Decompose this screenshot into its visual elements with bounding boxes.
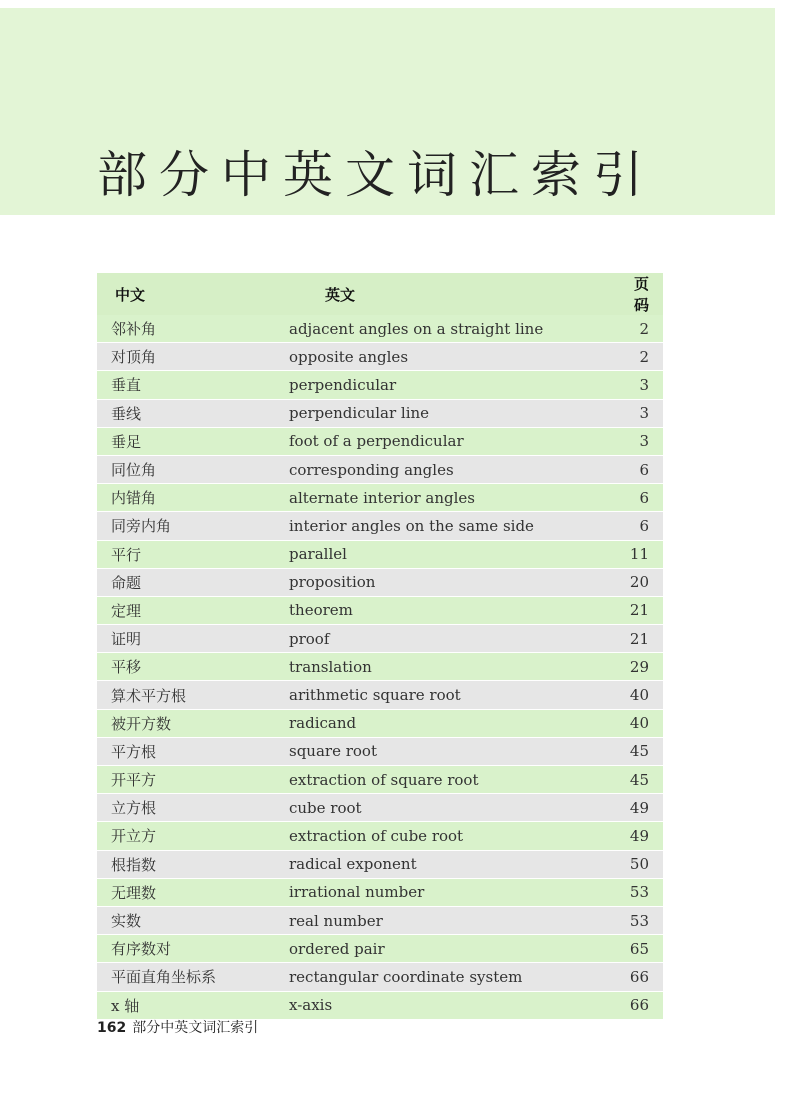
cell-chinese: 根指数 (97, 850, 289, 878)
table-row (97, 878, 663, 906)
cell-english: arithmetic square root (289, 681, 625, 709)
cell-page: 29 (625, 653, 663, 681)
cell-english: alternate interior angles (289, 484, 625, 512)
cell-page: 53 (625, 906, 663, 934)
cell-chinese: 开平方 (97, 766, 289, 794)
cell-chinese: 平面直角坐标系 (97, 963, 289, 991)
table-row (97, 343, 663, 371)
cell-chinese: 邻补角 (97, 315, 289, 343)
cell-english: cube root (289, 794, 625, 822)
cell-english: radicand (289, 709, 625, 737)
vocabulary-index-table (97, 273, 663, 1020)
cell-page: 2 (625, 315, 663, 343)
cell-chinese: 实数 (97, 906, 289, 934)
header-english: 英文 (289, 273, 625, 315)
table-row (97, 427, 663, 455)
cell-english: proposition (289, 568, 625, 596)
cell-chinese: 平移 (97, 653, 289, 681)
cell-chinese: 证明 (97, 625, 289, 653)
cell-page: 6 (625, 484, 663, 512)
cell-chinese: 命题 (97, 568, 289, 596)
cell-english: x-axis (289, 991, 625, 1019)
table-row (97, 371, 663, 399)
cell-page: 21 (625, 596, 663, 624)
table-row (97, 484, 663, 512)
cell-chinese: 开立方 (97, 822, 289, 850)
cell-page: 6 (625, 455, 663, 483)
cell-page: 65 (625, 935, 663, 963)
table-row (97, 399, 663, 427)
cell-english: proof (289, 625, 625, 653)
cell-chinese: 同位角 (97, 455, 289, 483)
header-chinese: 中文 (97, 273, 289, 315)
cell-english: ordered pair (289, 935, 625, 963)
cell-chinese: 定理 (97, 596, 289, 624)
cell-chinese: 算术平方根 (97, 681, 289, 709)
table-row (97, 653, 663, 681)
cell-page: 3 (625, 399, 663, 427)
cell-english: foot of a perpendicular (289, 427, 625, 455)
cell-chinese: 有序数对 (97, 935, 289, 963)
cell-chinese: 被开方数 (97, 709, 289, 737)
cell-page: 45 (625, 766, 663, 794)
table-row (97, 540, 663, 568)
cell-english: square root (289, 737, 625, 765)
cell-english: irrational number (289, 878, 625, 906)
table-row (97, 766, 663, 794)
table-row (97, 822, 663, 850)
cell-page: 40 (625, 709, 663, 737)
cell-english: opposite angles (289, 343, 625, 371)
cell-english: extraction of square root (289, 766, 625, 794)
table-row (97, 906, 663, 934)
table-row (97, 850, 663, 878)
cell-english: theorem (289, 596, 625, 624)
cell-page: 3 (625, 427, 663, 455)
cell-page: 2 (625, 343, 663, 371)
table-row (97, 681, 663, 709)
cell-english: adjacent angles on a straight line (289, 315, 625, 343)
cell-chinese: 同旁内角 (97, 512, 289, 540)
table-row (97, 455, 663, 483)
table-row (97, 512, 663, 540)
page-footer (97, 1017, 258, 1037)
cell-chinese: 立方根 (97, 794, 289, 822)
cell-chinese: 平行 (97, 540, 289, 568)
cell-page: 11 (625, 540, 663, 568)
cell-english: translation (289, 653, 625, 681)
cell-page: 3 (625, 371, 663, 399)
cell-page: 49 (625, 794, 663, 822)
table-row (97, 625, 663, 653)
cell-page: 45 (625, 737, 663, 765)
cell-english: perpendicular (289, 371, 625, 399)
table-row (97, 963, 663, 991)
cell-page: 66 (625, 963, 663, 991)
cell-page: 20 (625, 568, 663, 596)
cell-page: 40 (625, 681, 663, 709)
cell-page: 21 (625, 625, 663, 653)
cell-english: parallel (289, 540, 625, 568)
table-row (97, 568, 663, 596)
table-header-row (97, 273, 663, 315)
cell-english: corresponding angles (289, 455, 625, 483)
cell-chinese: 对顶角 (97, 343, 289, 371)
cell-chinese: 平方根 (97, 737, 289, 765)
cell-english: real number (289, 906, 625, 934)
cell-english: interior angles on the same side (289, 512, 625, 540)
footer-section-title: 部分中英文词汇索引 (132, 1020, 259, 1036)
cell-page: 6 (625, 512, 663, 540)
cell-chinese: x 轴 (97, 991, 289, 1019)
cell-chinese: 无理数 (97, 878, 289, 906)
cell-page: 66 (625, 991, 663, 1019)
table-row (97, 315, 663, 343)
cell-chinese: 垂直 (97, 371, 289, 399)
cell-english: radical exponent (289, 850, 625, 878)
cell-chinese: 垂足 (97, 427, 289, 455)
table-row (97, 596, 663, 624)
cell-english: extraction of cube root (289, 822, 625, 850)
table-row (97, 935, 663, 963)
page-title: 部分中英文词汇索引 (97, 146, 655, 204)
cell-page: 50 (625, 850, 663, 878)
table-row (97, 709, 663, 737)
header-page: 页码 (625, 273, 663, 315)
footer-page-number: 162 (97, 1020, 127, 1036)
cell-english: perpendicular line (289, 399, 625, 427)
cell-english: rectangular coordinate system (289, 963, 625, 991)
cell-page: 53 (625, 878, 663, 906)
cell-chinese: 内错角 (97, 484, 289, 512)
table-row (97, 991, 663, 1019)
cell-chinese: 垂线 (97, 399, 289, 427)
cell-page: 49 (625, 822, 663, 850)
table-row (97, 794, 663, 822)
table-row (97, 737, 663, 765)
